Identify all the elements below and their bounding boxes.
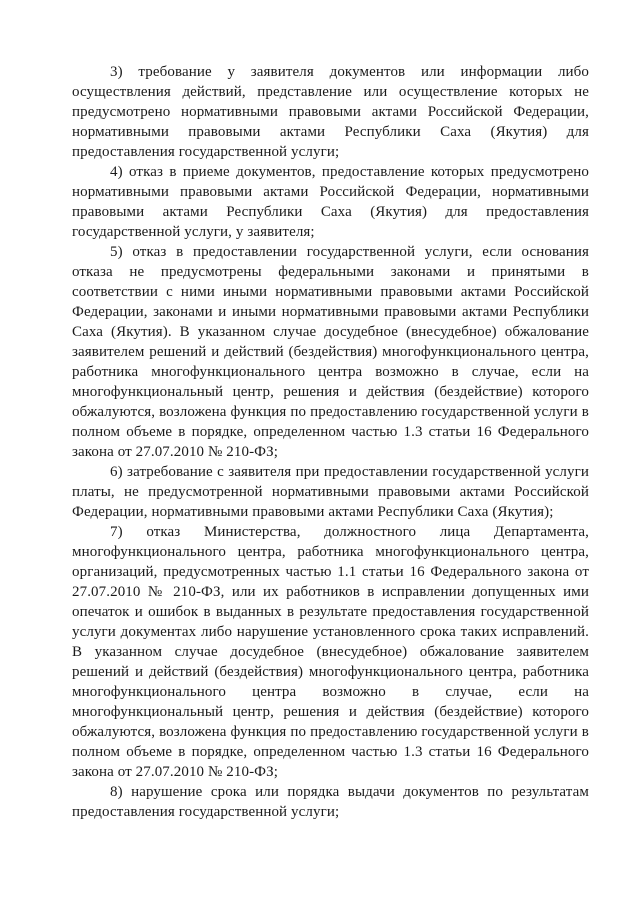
paragraph-item-8: 8) нарушение срока или порядка выдачи документов по результатам предоставления государственной услуги; [72,784,589,820]
document-body [72,62,589,822]
paragraph-item-3: 3) требование у заявителя документов или информации либо осуществления действий, представление или осуществление которых не предусмотрено нормативными правовыми актами Российской Федерации, нормативными правовыми актами Республики Саха (Якутия) для предоставления государственной услуги; [72,64,589,160]
paragraph-item-6: 6) затребование с заявителя при предоставлении государственной услуги платы, не предусмотренной нормативными правовыми актами Российской Федерации, нормативными правовыми актами Республики Саха (Якутия); [72,464,589,520]
paragraph-item-7: 7) отказ Министерства, должностного лица Департамента, многофункционального центра, работника многофункционального центра, организаций, предусмотренных частью 1.1 статьи 16 Федерального закона от 27.07.2010 № 210-ФЗ, или их работников в исправлении допущенных ими опечаток и ошибок в выданных в результате предоставления государственной услуги документах либо нарушение установленного срока таких исправлений. В указанном случае досудебное (внесудебное) обжалование заявителем решений и действий (бездействия) многофункционального центра, работника многофункционального центра возможно в случае, если на многофункциональный центр, решения и действия (бездействие) которого обжалуются, возложена функция по предоставлению государственной услуги в полном объеме в порядке, определенном частью 1.3 статьи 16 Федерального закона от 27.07.2010 № 210-ФЗ; [72,524,589,780]
paragraph-item-4: 4) отказ в приеме документов, предоставление которых предусмотрено нормативными правовыми актами Российской Федерации, нормативными правовыми актами Республики Саха (Якутия) для предоставления государственной услуги, у заявителя; [72,164,589,240]
paragraph-item-5: 5) отказ в предоставлении государственной услуги, если основания отказа не предусмотрены федеральными законами и принятыми в соответствии с ними иными нормативными правовыми актами Российской Федерации, законами и иными нормативными правовыми актами Республики Саха (Якутия). В указанном случае досудебное (внесудебное) обжалование заявителем решений и действий (бездействия) многофункционального центра, работника многофункционального центра возможно в случае, если на многофункциональный центр, решения и действия (бездействие) которого обжалуются, возложена функция по предоставлению государственной услуги в полном объеме в порядке, определенном частью 1.3 статьи 16 Федерального закона от 27.07.2010 № 210-ФЗ; [72,244,589,460]
